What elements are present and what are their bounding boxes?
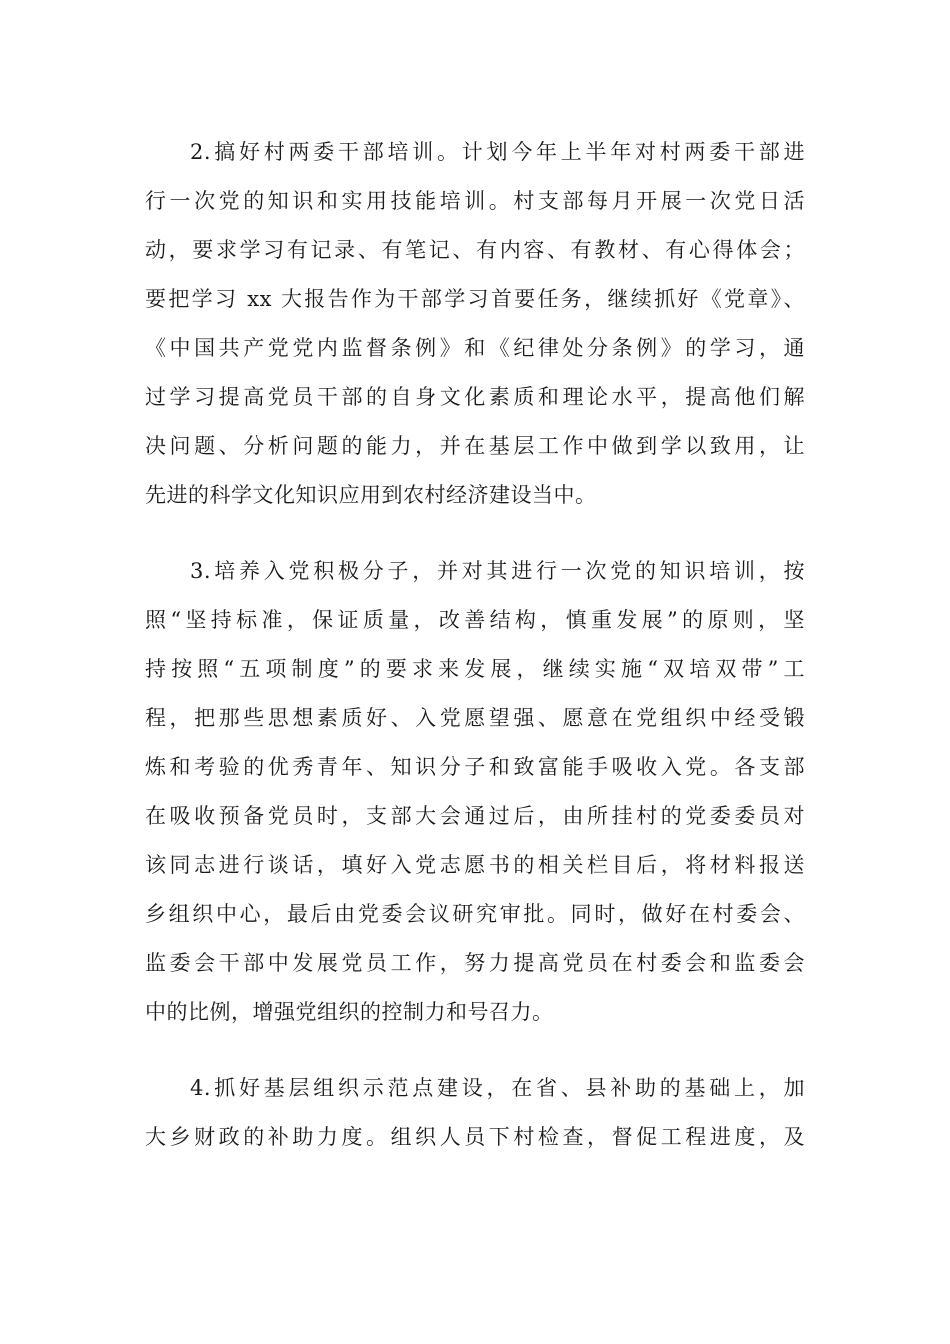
paragraph-line: 该同志进行谈话，填好入党志愿书的相关栏目后，将材料报送: [145, 853, 805, 877]
paragraph-line: 程，把那些思想素质好、入党愿望强、愿意在党组织中经受锻: [145, 706, 805, 730]
paragraph-line: 先进的科学文化知识应用到农村经济建设当中。: [145, 483, 597, 507]
paragraph-line: 行一次党的知识和实用技能培训。村支部每月开展一次党日活: [145, 189, 805, 213]
paragraph-line: 照“坚持标准，保证质量，改善结构，慎重发展”的原则，坚: [145, 608, 805, 632]
paragraph-line: 大乡财政的补助力度。组织人员下村检查，督促工程进度，及: [145, 1125, 805, 1149]
paragraph-line: 中的比例，增强党组织的控制力和号召力。: [145, 1000, 554, 1024]
paragraph-line: 乡组织中心，最后由党委会议研究审批。同时，做好在村委会、: [145, 902, 805, 926]
paragraph-line: 3.培养入党积极分子，并对其进行一次党的知识培训，按: [190, 559, 805, 583]
paragraph-line: 炼和考验的优秀青年、知识分子和致富能手吸收入党。各支部: [145, 755, 805, 779]
paragraph-line: 决问题、分析问题的能力，并在基层工作中做到学以致用，让: [145, 434, 805, 458]
paragraph-line: 要把学习 xx 大报告作为干部学习首要任务，继续抓好《党章》、: [145, 287, 805, 311]
paragraph-line: 持按照“五项制度”的要求来发展，继续实施“双培双带”工: [145, 657, 805, 681]
paragraph-line: 过学习提高党员干部的自身文化素质和理论水平，提高他们解: [145, 385, 805, 409]
paragraph-line: 4.抓好基层组织示范点建设，在省、县补助的基础上，加: [190, 1076, 805, 1100]
paragraph-line: 2.搞好村两委干部培训。计划今年上半年对村两委干部进: [190, 140, 805, 164]
paragraph-line: 监委会干部中发展党员工作，努力提高党员在村委会和监委会: [145, 951, 805, 975]
paragraph-line: 在吸收预备党员时，支部大会通过后，由所挂村的党委委员对: [145, 804, 805, 828]
paragraph-line: 《中国共产党党内监督条例》和《纪律处分条例》的学习，通: [145, 336, 805, 360]
paragraph-line: 动，要求学习有记录、有笔记、有内容、有教材、有心得体会；: [145, 238, 805, 262]
